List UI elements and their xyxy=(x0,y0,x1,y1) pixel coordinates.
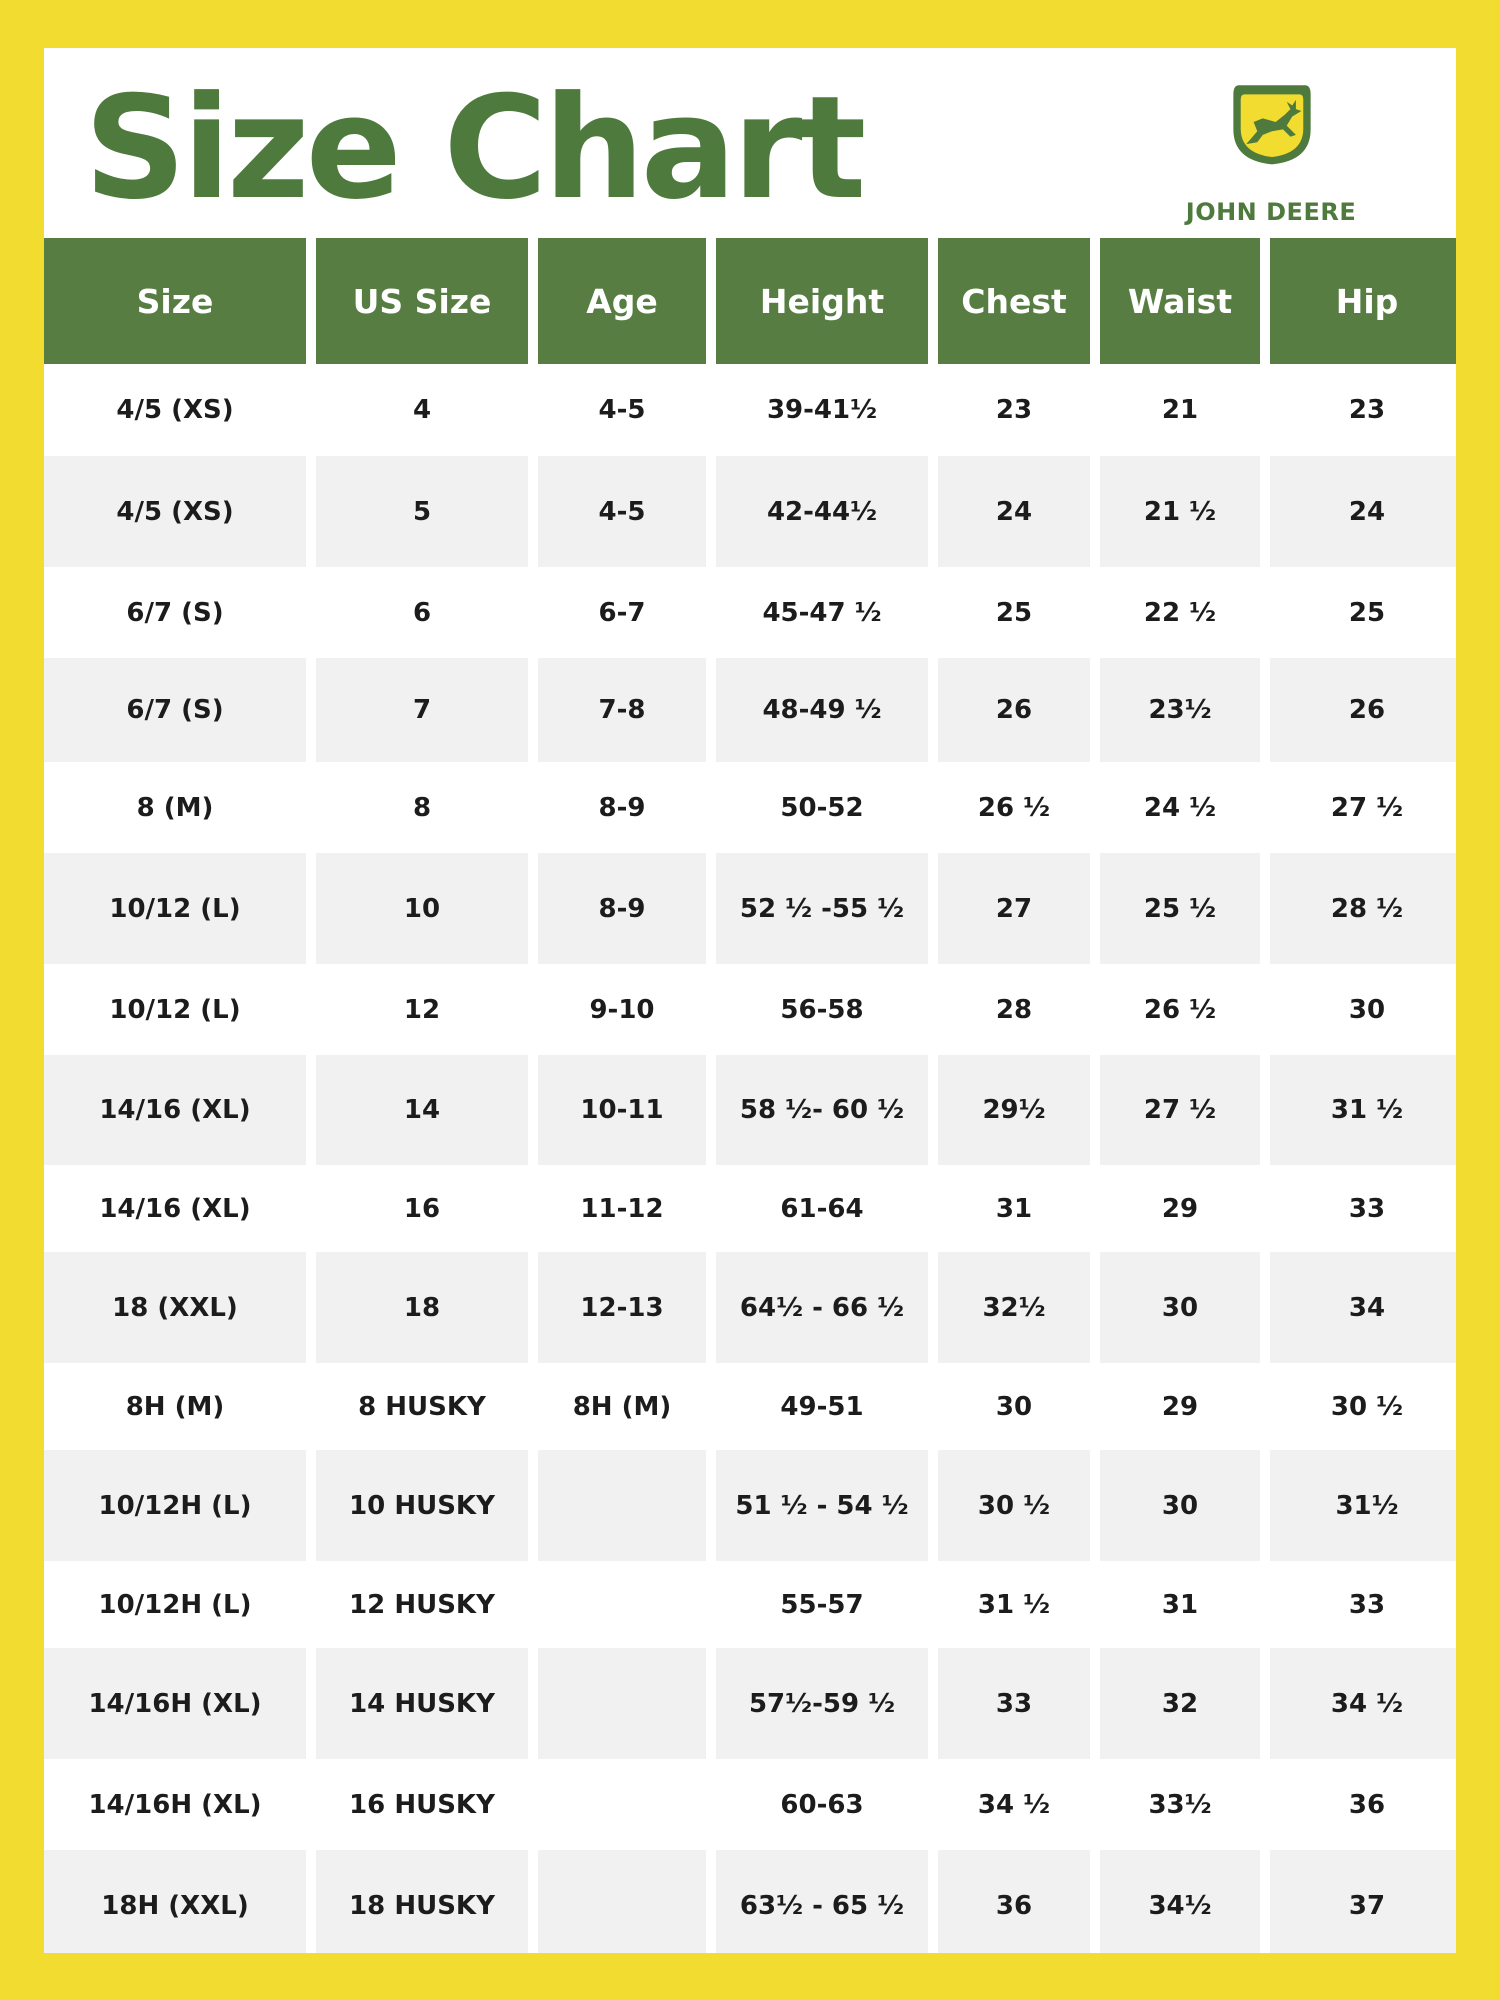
table-cell-chest: 30 xyxy=(938,1363,1090,1450)
table-cell-waist: 21 ½ xyxy=(1100,456,1260,567)
table-cell-chest: 26 xyxy=(938,658,1090,762)
table-cell-waist: 27 ½ xyxy=(1100,1055,1260,1165)
table-cell-hip: 30 xyxy=(1270,964,1456,1055)
brand-name: JOHN DEERE xyxy=(1185,198,1357,226)
column-header-size: Size xyxy=(44,238,306,364)
table-cell-us-size: 4 xyxy=(316,364,528,456)
table-cell-age: 10-11 xyxy=(538,1055,706,1165)
table-cell-age: 8-9 xyxy=(538,762,706,853)
table-cell-size: 4/5 (XS) xyxy=(44,456,306,567)
table-cell-us-size: 5 xyxy=(316,456,528,567)
table-cell-chest: 24 xyxy=(938,456,1090,567)
table-cell-hip: 31 ½ xyxy=(1270,1055,1456,1165)
table-cell-waist: 24 ½ xyxy=(1100,762,1260,853)
table-cell-hip: 33 xyxy=(1270,1561,1456,1648)
table-cell-hip: 25 xyxy=(1270,567,1456,658)
table-cell-age: 4-5 xyxy=(538,364,706,456)
table-cell-chest: 31 ½ xyxy=(938,1561,1090,1648)
table-cell-size: 14/16H (XL) xyxy=(44,1648,306,1759)
table-cell-waist: 31 xyxy=(1100,1561,1260,1648)
table-cell-height: 42-44½ xyxy=(716,456,928,567)
table-cell-chest: 36 xyxy=(938,1850,1090,1953)
table-cell-waist: 21 xyxy=(1100,364,1260,456)
size-chart-card xyxy=(44,48,1456,1953)
table-cell-us-size: 16 xyxy=(316,1165,528,1252)
table-cell-height: 60-63 xyxy=(716,1759,928,1850)
table-cell-size: 18 (XXL) xyxy=(44,1252,306,1363)
table-cell-hip: 23 xyxy=(1270,364,1456,456)
table-cell-height: 64½ - 66 ½ xyxy=(716,1252,928,1363)
table-cell-chest: 30 ½ xyxy=(938,1450,1090,1561)
table-cell-age xyxy=(538,1450,706,1561)
column-header-age: Age xyxy=(538,238,706,364)
table-cell-hip: 33 xyxy=(1270,1165,1456,1252)
table-cell-age: 8-9 xyxy=(538,853,706,964)
table-cell-age: 4-5 xyxy=(538,456,706,567)
table-cell-age xyxy=(538,1759,706,1850)
table-cell-height: 58 ½- 60 ½ xyxy=(716,1055,928,1165)
table-cell-us-size: 12 HUSKY xyxy=(316,1561,528,1648)
page-title: Size Chart xyxy=(84,66,863,231)
table-cell-size: 6/7 (S) xyxy=(44,567,306,658)
table-cell-age xyxy=(538,1850,706,1953)
column-header-waist: Waist xyxy=(1100,238,1260,364)
table-cell-height: 52 ½ -55 ½ xyxy=(716,853,928,964)
table-cell-waist: 22 ½ xyxy=(1100,567,1260,658)
table-cell-waist: 23½ xyxy=(1100,658,1260,762)
table-cell-hip: 27 ½ xyxy=(1270,762,1456,853)
table-cell-hip: 36 xyxy=(1270,1759,1456,1850)
table-cell-age: 6-7 xyxy=(538,567,706,658)
table-cell-us-size: 14 HUSKY xyxy=(316,1648,528,1759)
table-cell-height: 49-51 xyxy=(716,1363,928,1450)
column-header-us-size: US Size xyxy=(316,238,528,364)
table-cell-size: 14/16H (XL) xyxy=(44,1759,306,1850)
table-cell-hip: 28 ½ xyxy=(1270,853,1456,964)
column-header-chest: Chest xyxy=(938,238,1090,364)
column-header-height: Height xyxy=(716,238,928,364)
table-cell-age xyxy=(538,1561,706,1648)
table-cell-us-size: 6 xyxy=(316,567,528,658)
table-cell-chest: 26 ½ xyxy=(938,762,1090,853)
table-cell-age xyxy=(538,1648,706,1759)
table-cell-us-size: 7 xyxy=(316,658,528,762)
table-cell-hip: 37 xyxy=(1270,1850,1456,1953)
deer-logo-icon xyxy=(1226,76,1318,168)
table-cell-height: 50-52 xyxy=(716,762,928,853)
table-cell-us-size: 16 HUSKY xyxy=(316,1759,528,1850)
table-cell-age: 9-10 xyxy=(538,964,706,1055)
table-cell-us-size: 14 xyxy=(316,1055,528,1165)
table-cell-size: 6/7 (S) xyxy=(44,658,306,762)
table-cell-waist: 32 xyxy=(1100,1648,1260,1759)
table-cell-us-size: 8 xyxy=(316,762,528,853)
table-cell-age: 11-12 xyxy=(538,1165,706,1252)
table-cell-us-size: 10 xyxy=(316,853,528,964)
table-cell-height: 55-57 xyxy=(716,1561,928,1648)
table-cell-hip: 26 xyxy=(1270,658,1456,762)
table-cell-height: 56-58 xyxy=(716,964,928,1055)
table-cell-waist: 30 xyxy=(1100,1252,1260,1363)
table-cell-height: 63½ - 65 ½ xyxy=(716,1850,928,1953)
table-cell-waist: 29 xyxy=(1100,1165,1260,1252)
table-cell-height: 57½-59 ½ xyxy=(716,1648,928,1759)
table-cell-hip: 34 xyxy=(1270,1252,1456,1363)
brand-logo xyxy=(1181,76,1361,246)
table-cell-waist: 29 xyxy=(1100,1363,1260,1450)
table-cell-chest: 31 xyxy=(938,1165,1090,1252)
table-cell-waist: 30 xyxy=(1100,1450,1260,1561)
table-cell-chest: 33 xyxy=(938,1648,1090,1759)
table-cell-hip: 24 xyxy=(1270,456,1456,567)
table-cell-us-size: 18 HUSKY xyxy=(316,1850,528,1953)
table-cell-us-size: 18 xyxy=(316,1252,528,1363)
table-cell-size: 10/12 (L) xyxy=(44,853,306,964)
table-cell-us-size: 12 xyxy=(316,964,528,1055)
table-cell-height: 39-41½ xyxy=(716,364,928,456)
table-cell-size: 4/5 (XS) xyxy=(44,364,306,456)
table-cell-chest: 28 xyxy=(938,964,1090,1055)
table-cell-height: 51 ½ - 54 ½ xyxy=(716,1450,928,1561)
table-cell-height: 48-49 ½ xyxy=(716,658,928,762)
table-cell-size: 10/12 (L) xyxy=(44,964,306,1055)
table-cell-hip: 30 ½ xyxy=(1270,1363,1456,1450)
table-cell-size: 14/16 (XL) xyxy=(44,1055,306,1165)
table-cell-age: 7-8 xyxy=(538,658,706,762)
table-cell-chest: 25 xyxy=(938,567,1090,658)
table-cell-chest: 23 xyxy=(938,364,1090,456)
table-cell-waist: 33½ xyxy=(1100,1759,1260,1850)
size-table xyxy=(44,238,1456,1953)
table-cell-height: 45-47 ½ xyxy=(716,567,928,658)
table-cell-chest: 29½ xyxy=(938,1055,1090,1165)
table-cell-hip: 34 ½ xyxy=(1270,1648,1456,1759)
table-cell-size: 10/12H (L) xyxy=(44,1450,306,1561)
table-cell-age: 12-13 xyxy=(538,1252,706,1363)
table-cell-size: 18H (XXL) xyxy=(44,1850,306,1953)
table-cell-size: 10/12H (L) xyxy=(44,1561,306,1648)
table-cell-chest: 27 xyxy=(938,853,1090,964)
table-cell-waist: 26 ½ xyxy=(1100,964,1260,1055)
table-cell-waist: 25 ½ xyxy=(1100,853,1260,964)
table-cell-size: 8 (M) xyxy=(44,762,306,853)
table-cell-us-size: 8 HUSKY xyxy=(316,1363,528,1450)
table-cell-size: 14/16 (XL) xyxy=(44,1165,306,1252)
table-cell-height: 61-64 xyxy=(716,1165,928,1252)
table-cell-size: 8H (M) xyxy=(44,1363,306,1450)
table-cell-us-size: 10 HUSKY xyxy=(316,1450,528,1561)
column-header-hip: Hip xyxy=(1270,238,1456,364)
table-cell-hip: 31½ xyxy=(1270,1450,1456,1561)
table-cell-chest: 34 ½ xyxy=(938,1759,1090,1850)
table-cell-chest: 32½ xyxy=(938,1252,1090,1363)
table-cell-age: 8H (M) xyxy=(538,1363,706,1450)
table-cell-waist: 34½ xyxy=(1100,1850,1260,1953)
